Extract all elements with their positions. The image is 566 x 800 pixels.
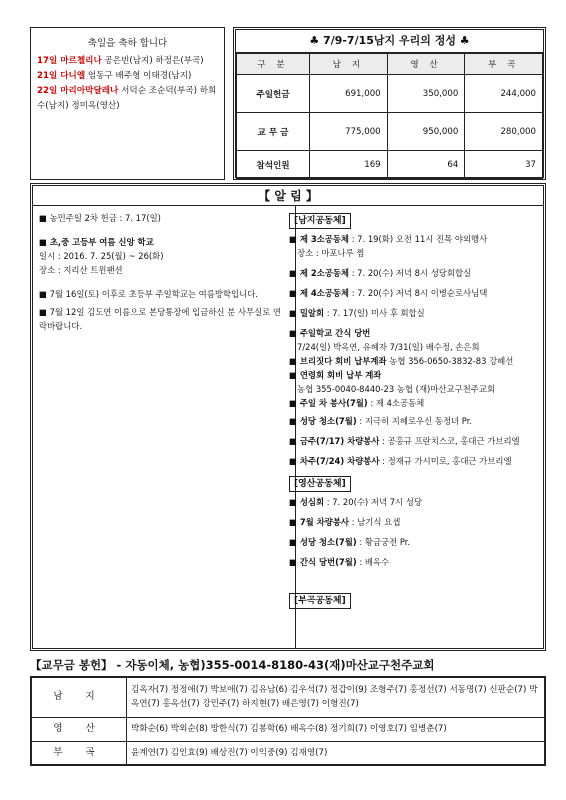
- notice-item: 일시 : 2016. 7. 25(월) ~ 26(화): [39, 251, 164, 261]
- notice-title: 【 알 림 】: [258, 189, 318, 203]
- notice-item: ■ 간식 당번(7월) : 배옥수: [289, 557, 390, 567]
- feast-day-box: [30, 27, 225, 180]
- row-label: 참석인원: [237, 151, 310, 179]
- notice-item: ■ 7월 12일 김도연 이름으로 본당통장에 입금하신 분 사무실로 연락바랍니다.: [39, 307, 282, 331]
- notice-item: ■ 7월 차량봉사 : 남기식 요셉: [289, 517, 401, 527]
- donor-names: 김옥자(7) 정정애(7) 박보애(7) 김유남(6) 김우석(7) 정갑이(9) 조형주(7) 홍정선(7) 서동명(7) 신판순(7) 박옥연(7) 홍옥선(7) 강민주(7) 하지현(7) 배은영(7) 이형진(7): [127, 677, 546, 717]
- value-cell: 691,000: [310, 75, 388, 113]
- row-label: 교 무 금: [237, 113, 310, 151]
- donor-table-box: [30, 676, 546, 766]
- row-label: 주일헌금: [237, 75, 310, 113]
- section-title-yeongsan: [영산공동체]: [289, 476, 351, 492]
- section-title-namji: [남지공동체]: [289, 213, 351, 229]
- yeongsan-list: [289, 495, 539, 569]
- offering-row: [237, 113, 543, 151]
- notice-item: ■ 성당 청소(7월) : 지극히 지혜로우신 동정녀 Pr.: [289, 416, 473, 426]
- feast-entry: 22일 마리아막달레나 서덕순 조순덕(부곡) 하희수(남지) 정미옥(영산): [37, 86, 217, 111]
- notice-item: ■ 주일학교 간식 당번: [289, 328, 371, 338]
- offering-table-box: [233, 27, 546, 180]
- header-cell: 구 분: [237, 54, 310, 75]
- offering-table: [236, 53, 543, 179]
- value-cell: 37: [465, 151, 543, 179]
- notice-item: ■ 주일 차 봉사(7월) : 제 4소공동체: [289, 398, 425, 408]
- value-cell: 244,000: [465, 75, 543, 113]
- donor-names: 박화순(6) 박외순(8) 방한식(7) 김봉학(6) 배옥수(8) 정기희(7) 이영호(7) 임병춘(7): [127, 717, 546, 741]
- feast-title: 축일을 축하 합니다: [87, 38, 168, 49]
- notice-item: 7/24(일) 박옥연, 유혜자 7/31(일) 배수정, 손은희: [297, 342, 480, 352]
- header-cell: 영 산: [387, 54, 465, 75]
- offering-row: [237, 75, 543, 113]
- notice-item: ■ 성심회 : 7. 20(수) 저녁 7시 성당: [289, 497, 422, 507]
- donor-names: 윤계연(7) 김인효(9) 배상진(7) 이익중(9) 김재영(7): [127, 741, 546, 765]
- notice-item: ■ 농민주일 2차 헌금 : 7. 17(일): [39, 213, 161, 223]
- donor-community-label: 남 지: [31, 677, 127, 717]
- offering-title: ♣ 7/9-7/15남지 우리의 정성 ♣: [236, 30, 543, 53]
- header-cell: 부 곡: [465, 54, 543, 75]
- notice-right-column: [285, 205, 543, 648]
- notice-item: ■ 초,중 고등부 여름 신앙 학교: [39, 237, 154, 247]
- donor-row: [31, 741, 545, 765]
- notice-item: ■ 7월 16일(토) 이후로 초등부 주일학교는 여름방학입니다.: [39, 289, 258, 299]
- notice-item: ■ 금주(7/17) 차량봉사 : 공홍규 프란치스코, 홍대근 가브리엘: [289, 436, 520, 446]
- donor-community-label: 부 곡: [31, 741, 127, 765]
- donor-table: [30, 676, 546, 766]
- value-cell: 950,000: [387, 113, 465, 151]
- section-title-bugok: [부곡공동체]: [289, 593, 351, 609]
- notice-item: ■ 제 4소공동체 : 7. 20(수) 저녁 8시 이병순로사님댁: [289, 288, 488, 298]
- feast-entry: 17일 마르첼리나 공은빈(남지) 하정은(부곡): [37, 56, 204, 66]
- notice-item: 장소 : 마포나루 찜: [297, 248, 365, 258]
- value-cell: 169: [310, 151, 388, 179]
- notice-box: [30, 183, 546, 651]
- value-cell: 350,000: [387, 75, 465, 113]
- notice-item: ■ 차주(7/24) 차량봉사 : 정재규 가시미로, 홍대근 가브리엘: [289, 456, 512, 466]
- value-cell: 280,000: [465, 113, 543, 151]
- notice-item: ■ 연령회 회비 납부 계좌: [289, 370, 382, 380]
- donor-community-label: 영 산: [31, 717, 127, 741]
- notice-item: ■ 제 2소공동체 : 7. 20(수) 저녁 8시 성당회합실: [289, 268, 472, 278]
- donor-row: [31, 717, 545, 741]
- notice-left-column: [33, 205, 296, 648]
- notice-item: ■ 제 3소공동체 : 7. 19(화) 오전 11시 진목 야외행사: [289, 234, 488, 244]
- header-cell: 남 지: [310, 54, 388, 75]
- notice-item: 장소 : 지리산 트윈팬션: [39, 265, 123, 275]
- notice-item: ■ 브리짓다 회비 납부계좌 농협 356-0650-3832-83 강혜선: [289, 356, 514, 366]
- offering-header-row: [237, 54, 543, 75]
- offering-row: [237, 151, 543, 179]
- notice-item: ■ 성당 청소(7월) : 황금궁전 Pr.: [289, 537, 411, 547]
- notice-item: 농협 355-0040-8440-23 농협 (재)마산교구천주교회: [297, 384, 496, 394]
- feast-entry: 21일 다니엘 엄동구 배주형 이태경(남지): [37, 71, 192, 81]
- notice-item: ■ 밀알회 : 7. 17(일) 미사 후 회합실: [289, 308, 425, 318]
- value-cell: 775,000: [310, 113, 388, 151]
- value-cell: 64: [387, 151, 465, 179]
- namji-list: [289, 232, 539, 468]
- donor-row: [31, 677, 545, 717]
- donation-account-line: 【교무금 봉헌】 - 자동이체, 농협)355-0014-8180-43(재)마산교구천주교회: [30, 658, 435, 672]
